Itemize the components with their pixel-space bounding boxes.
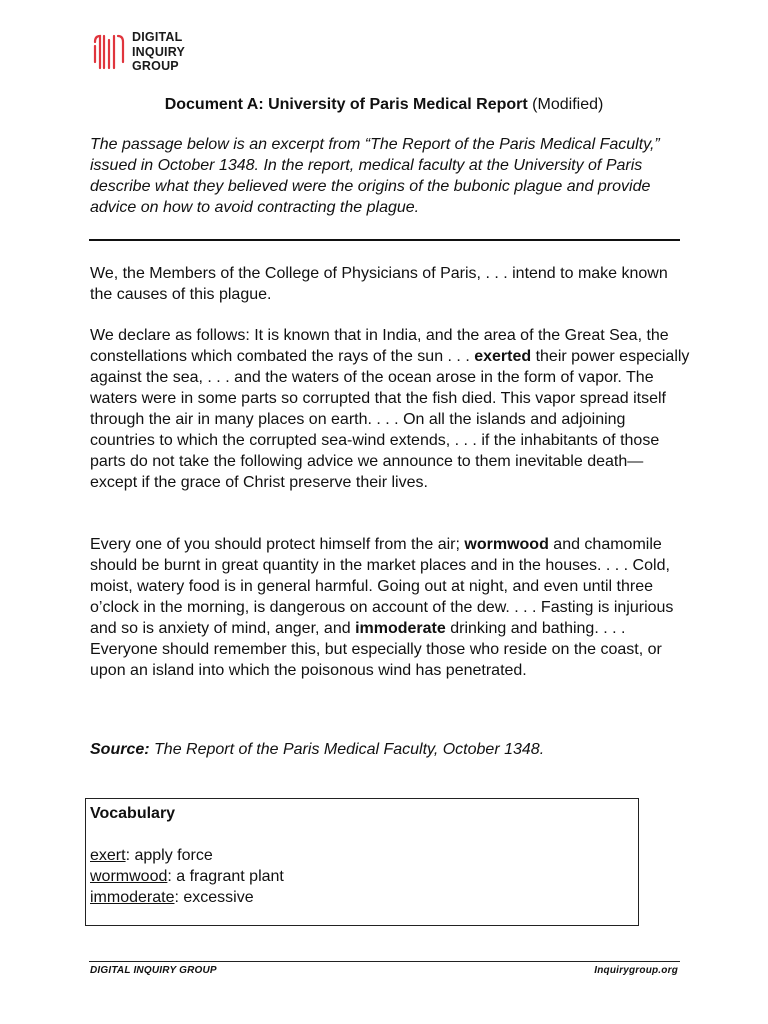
paragraph-2-text-b: their power especially against the sea, . . . and the waters of the ocean arose in the form of vapor. The waters were in some parts so corrupted that the fish died. This vapor spread itself through the air in many places on earth. . . . On all the islands and adjoining countries to which the corrupted sea-wind extends, . . . if the inhabitants of those parts do not take the following advice we announce to them inevitable death—except if the grace of Christ preserve their lives.	[90, 348, 690, 491]
logo-line-2: INQUIRY	[132, 44, 186, 59]
paragraph-2	[90, 325, 690, 493]
vocabulary-term: wormwood	[90, 868, 168, 885]
logo	[92, 30, 212, 78]
paragraph-1: We, the Members of the College of Physicians of Paris, . . . intend to make known the causes of this plague.	[90, 265, 668, 303]
vocabulary-box	[85, 798, 639, 926]
vocabulary-item	[90, 866, 638, 887]
paragraph-3-text-a: Every one of you should protect himself from the air;	[90, 536, 465, 553]
divider	[89, 239, 680, 241]
footer-website: Inquirygroup.org	[594, 965, 678, 976]
footer-divider	[89, 961, 680, 962]
term-wormwood: wormwood	[464, 536, 549, 553]
logo-mark-icon	[92, 32, 126, 72]
vocabulary-term: exert	[90, 847, 126, 864]
logo-line-1: DIGITAL	[132, 30, 183, 44]
footer-org-name: DIGITAL INQUIRY GROUP	[90, 965, 217, 976]
logo-wordmark	[132, 30, 185, 74]
document-title-main: Document A: University of Paris Medical Report	[164, 96, 528, 113]
document-title	[0, 95, 768, 115]
source-citation	[90, 739, 690, 760]
document-title-suffix: (Modified)	[527, 96, 604, 113]
paragraph-2-text-a: We declare as follows: It is known that in India, and the area of the Great Sea, the constellations which combated the rays of the sun . . .	[90, 327, 669, 365]
vocabulary-definition: : excessive	[174, 889, 254, 906]
vocabulary-item	[90, 887, 638, 908]
source-text: The Report of the Paris Medical Faculty, October 1348.	[149, 741, 545, 758]
paragraph-3	[90, 534, 690, 681]
term-immoderate: immoderate	[355, 620, 446, 637]
vocabulary-definition: : a fragrant plant	[167, 868, 284, 885]
paragraph-3-text-c: drinking and bathing. . . . Everyone should remember this, but especially those who reside on the coast, or upon an island into which the poisonous wind has penetrated.	[90, 620, 662, 679]
paragraph-3-text-b: and chamomile should be burnt in great quantity in the market places and in the houses. . . . Cold, moist, watery food is in general harmful. Going out at night, and even until three o’clock in the morning, is dangerous on account of the dew. . . . Fasting is injurious and so is anxiety of mind, anger, and	[90, 536, 674, 637]
vocabulary-definition: : apply force	[125, 847, 213, 864]
vocabulary-term: immoderate	[90, 889, 175, 906]
term-exerted: exerted	[474, 348, 532, 365]
logo-line-3: GROUP	[132, 59, 179, 73]
vocabulary-heading: Vocabulary	[90, 805, 176, 822]
vocabulary-item	[90, 845, 638, 866]
source-label: Source:	[90, 741, 150, 758]
intro-paragraph: The passage below is an excerpt from “The Report of the Paris Medical Faculty,” issued in October 1348. In the report, medical faculty at the University of Paris describe what they believed were the origins of the bubonic plague and provide advice on how to avoid contracting the plague.	[90, 136, 660, 216]
